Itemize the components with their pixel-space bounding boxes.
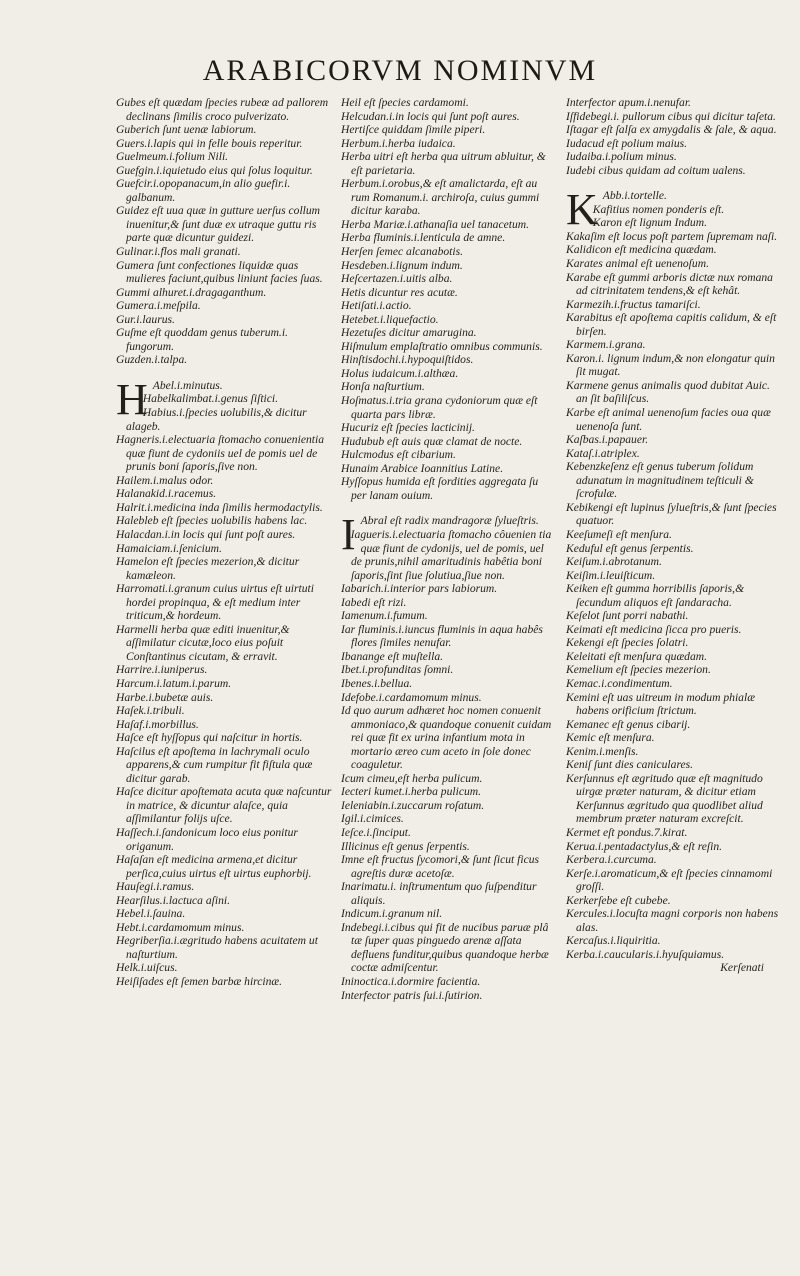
entry-text: Hinſtisdochi.i.hypoquiſtidos. bbox=[341, 353, 474, 367]
entry-text: Ieleniabin.i.zuccarum roſatum. bbox=[341, 798, 485, 812]
dictionary-entry bbox=[341, 677, 553, 691]
dictionary-entry bbox=[341, 177, 553, 218]
dictionary-entry bbox=[341, 609, 553, 623]
dictionary-entry bbox=[116, 677, 334, 691]
dictionary-entry bbox=[116, 433, 334, 474]
dictionary-entry bbox=[341, 137, 553, 151]
entry-text: Iſtagar eſt ſalſa ex amygdalis & ſale, & aqua. bbox=[566, 123, 777, 137]
dictionary-entry bbox=[566, 718, 782, 732]
dictionary-entry bbox=[566, 867, 782, 894]
dictionary-entry bbox=[566, 934, 782, 948]
entry-text: Ininoctica.i.dormire facientia. bbox=[341, 975, 481, 988]
entry-text: Harcum.i.latum.i.parum. bbox=[116, 676, 232, 690]
dictionary-entry bbox=[341, 299, 553, 313]
dictionary-entry bbox=[566, 150, 782, 164]
entry-text: Hyſſopus humida eſt ſordities aggregata ſu per lanam ouium. bbox=[341, 475, 539, 502]
entry-text: Ieſce.i.ſinciput. bbox=[341, 825, 411, 839]
dictionary-entry bbox=[566, 460, 782, 501]
entry-text: Hunaim Arabice Ioannitius Latine. bbox=[341, 461, 504, 475]
entry-text: Haſſech.i.ſandonicum loco eius ponitur origanum. bbox=[116, 825, 298, 853]
entry-text: Indicum.i.granum nil. bbox=[341, 907, 443, 921]
page-title: ARABICORVM NOMINVM bbox=[202, 54, 598, 87]
dictionary-entry bbox=[116, 934, 334, 961]
entry-text: Abral eſt radix mandragoræ ſylueſtris. bbox=[360, 514, 539, 528]
dictionary-entry bbox=[341, 582, 553, 596]
dictionary-entry bbox=[341, 448, 553, 462]
entry-text: Guberich ſunt uenæ labiorum. bbox=[116, 123, 257, 137]
entry-text: Hesdeben.i.lignum indum. bbox=[341, 258, 463, 272]
dictionary-entry bbox=[116, 392, 334, 406]
dictionary-entry bbox=[116, 894, 334, 908]
dictionary-entry bbox=[341, 853, 553, 880]
dictionary-entry bbox=[116, 259, 334, 286]
dictionary-entry bbox=[566, 379, 782, 406]
entry-text: Iudacud eſt polium maius. bbox=[566, 136, 688, 150]
dictionary-entry bbox=[566, 501, 782, 528]
entry-text: Karmezih.i.fructus tamariſci. bbox=[566, 297, 701, 311]
dictionary-entry bbox=[566, 123, 782, 137]
dictionary-entry bbox=[341, 286, 553, 300]
dictionary-entry bbox=[566, 650, 782, 664]
dictionary-entry bbox=[341, 596, 553, 610]
entry-text: Kalidicon eſt medicina quædam. bbox=[566, 243, 717, 257]
dictionary-entry bbox=[116, 326, 334, 353]
dictionary-entry bbox=[341, 528, 553, 582]
entry-text: Gulinar.i.flos mali granati. bbox=[116, 245, 241, 259]
column-1 bbox=[116, 96, 334, 989]
entry-text: Icum cimeu,eſt herba pulicum. bbox=[341, 771, 483, 785]
entry-text: Kakaſim eſt locus poſt partem ſupremam naſi. bbox=[566, 229, 778, 243]
entry-text: Guefgin.i.iquietudo eius qui ſolus loquitur. bbox=[116, 163, 313, 177]
dictionary-entry bbox=[566, 772, 782, 826]
entry-text: Karon.i. lignum indum,& non elongatur quin ſit mugat. bbox=[566, 351, 775, 379]
entry-text: Karates animal eſt uenenoſum. bbox=[566, 257, 709, 271]
entry-text: Keeſumeſi eſt menſura. bbox=[566, 527, 672, 541]
dictionary-entry bbox=[566, 298, 782, 312]
entry-text: Hebt.i.cardamomum minus. bbox=[116, 920, 245, 934]
entry-text: Hearſilus.i.lactuca aſini. bbox=[116, 893, 230, 907]
entry-text: Hulcmodus eſt cibarium. bbox=[341, 448, 456, 462]
dictionary-entry bbox=[566, 758, 782, 772]
entry-text: Kemini eſt uas uitreum in modum phialæ habens orificium ſtrictum. bbox=[566, 690, 755, 718]
dictionary-entry bbox=[116, 961, 334, 975]
entry-text: Hezetuſes dicitur amarugina. bbox=[341, 326, 477, 340]
entry-text: Herbum.i.orobus,& eſt amalictarda, eſt au rum Romanum.i. archiroſa, cuius gummi dicitur karaba. bbox=[341, 177, 540, 218]
dictionary-entry bbox=[341, 421, 553, 435]
dictionary-entry bbox=[116, 745, 334, 786]
entry-text: Illicinus eſt genus ſerpentis. bbox=[341, 839, 470, 853]
dictionary-entry bbox=[566, 582, 782, 609]
dictionary-entry bbox=[566, 216, 782, 230]
entry-text: Hamelon eſt ſpecies mezerion,& dicitur kamæleon. bbox=[116, 555, 300, 582]
dictionary-entry bbox=[116, 123, 334, 137]
dictionary-entry bbox=[566, 542, 782, 556]
column-2 bbox=[341, 96, 553, 1002]
entry-text: Karabitus eſt apoſtema capitis calidum, & eſt birſen. bbox=[566, 311, 777, 338]
dictionary-entry bbox=[566, 311, 782, 338]
dictionary-entry bbox=[566, 271, 782, 298]
dictionary-entry bbox=[341, 663, 553, 677]
entry-text: Gubes eſt quædam ſpecies rubeæ ad pallorem declinans ſimilis croco pulverizato. bbox=[116, 96, 329, 123]
entry-text: Hucuriz eſt ſpecies lacticinij. bbox=[341, 421, 475, 435]
entry-text: Iabarich.i.interior pars labiorum. bbox=[341, 582, 498, 596]
section-gap bbox=[566, 177, 782, 189]
entry-text: Haſaf.i.morbillus. bbox=[116, 717, 199, 731]
entry-text: Kerba.i.caucularis.i.hyuſquiamus. bbox=[566, 947, 725, 961]
dictionary-entry bbox=[116, 718, 334, 732]
entry-text: Keduful eſt genus ſerpentis. bbox=[566, 541, 694, 555]
dictionary-entry bbox=[341, 785, 553, 799]
dictionary-entry bbox=[341, 462, 553, 476]
entry-text: Halacdan.i.in locis qui ſunt poſt aures. bbox=[116, 527, 296, 541]
entry-text: Kebenzkeſenz eſt genus tuberum ſolidum adunatum in magnitudinem teſticuli & ſcrofulæ. bbox=[566, 460, 754, 501]
dictionary-entry bbox=[341, 218, 553, 232]
dictionary-entry bbox=[566, 609, 782, 623]
entry-text: Keiſum.i.abrotanum. bbox=[566, 555, 662, 569]
dictionary-entry bbox=[341, 650, 553, 664]
entry-text: Helcudan.i.in locis qui ſunt poſt aures. bbox=[341, 109, 520, 123]
dictionary-entry bbox=[341, 989, 553, 1003]
dictionary-entry bbox=[566, 636, 782, 650]
dictionary-entry bbox=[566, 203, 782, 217]
entry-text: Guefcir.i.opopanacum,in alio guefir.i. galbanum. bbox=[116, 177, 291, 204]
dictionary-entry bbox=[341, 231, 553, 245]
entry-text: Karmem.i.grana. bbox=[566, 338, 646, 352]
entry-text: Abb.i.tortelle. bbox=[602, 189, 667, 203]
entry-text: Kerſunnus eſt ægritudo quæ eſt magnitudo uirgæ præter naturam, & dicitur etiam Kerſunnus ægritudo qua quodlibet aliud membrum præter naturam excreſcit. bbox=[566, 771, 763, 826]
entry-text: Kafitius nomen ponderis eſt. bbox=[592, 202, 725, 216]
entry-text: Keſelot ſunt porri nabathi. bbox=[566, 609, 689, 623]
entry-text: Keleitati eſt menſura quædam. bbox=[566, 649, 708, 663]
entry-text: Gumera ſunt confectiones liquidæ quas mulieres faciunt,quibus liniunt facies ſuas. bbox=[116, 258, 323, 286]
entry-text: Hudubub eſt auis quæ clamat de nocte. bbox=[341, 434, 523, 448]
dictionary-entry bbox=[341, 380, 553, 394]
dictionary-entry bbox=[116, 514, 334, 528]
entry-text: Herba uitri eſt herba qua uitrum abluitur, & eſt parietaria. bbox=[341, 150, 546, 177]
dictionary-entry bbox=[566, 230, 782, 244]
entry-text: Gummi alhuret.i.dragaganthum. bbox=[116, 285, 267, 299]
entry-text: Kerſenati bbox=[720, 961, 764, 975]
entry-text: Kenim.i.menſis. bbox=[566, 744, 639, 758]
entry-text: Iagueris.i.electuaria ſtomacho côuenien tia quæ fiunt de cydonijs, uel de pomis, uel de prunis,nihil amaritudinis habêtia boni ſaporis,ſint ſiue ſolutiua,ſiue non. bbox=[350, 527, 552, 582]
dictionary-entry bbox=[341, 353, 553, 367]
dictionary-entry bbox=[116, 542, 334, 556]
entry-text: Kerua.i.pentadactylus,& eſt reſin. bbox=[566, 839, 723, 853]
entry-text: Holus iudaicum.i.althæa. bbox=[341, 366, 459, 380]
entry-text: Karmene genus animalis quod dubitat Auic. an ſit baſiliſcus. bbox=[566, 378, 770, 406]
entry-text: Herſen ſemec alcanabotis. bbox=[341, 245, 464, 259]
dictionary-entry bbox=[566, 257, 782, 271]
entry-text: Keimati eſt medicina ſicca pro pueris. bbox=[566, 622, 742, 636]
dictionary-entry bbox=[116, 853, 334, 880]
dictionary-entry bbox=[116, 177, 334, 204]
entry-text: Ibenes.i.bellua. bbox=[341, 676, 413, 690]
dictionary-entry bbox=[566, 555, 782, 569]
dictionary-entry bbox=[341, 340, 553, 354]
entry-text: Kataſ.i.atriplex. bbox=[566, 446, 640, 460]
dictionary-entry bbox=[566, 352, 782, 379]
dictionary-entry bbox=[566, 663, 782, 677]
entry-text: Iudaiba.i.polium minus. bbox=[566, 150, 677, 164]
dictionary-entry bbox=[566, 137, 782, 151]
entry-text: Haſaſan eſt medicina armena,et dicitur perſica,cuius uirtus eſt uirtus euphorbij. bbox=[116, 853, 312, 880]
entry-text: Haſek.i.tribuli. bbox=[116, 704, 185, 718]
entry-text: Karbe eſt animal uenenoſum facies oua quæ uenenoſa ſunt. bbox=[566, 406, 771, 433]
dictionary-entry bbox=[566, 623, 782, 637]
dictionary-entry bbox=[116, 921, 334, 935]
entry-text: Kemanec eſt genus cibarij. bbox=[566, 717, 691, 731]
entry-text: Gumera.i.meſpila. bbox=[116, 299, 201, 313]
entry-text: Idefobe.i.cardamomum minus. bbox=[341, 690, 482, 704]
dictionary-entry bbox=[566, 96, 782, 110]
dictionary-entry bbox=[341, 812, 553, 826]
dictionary-entry bbox=[116, 137, 334, 151]
dictionary-entry bbox=[341, 96, 553, 110]
entry-text: Helk.i.uiſcus. bbox=[116, 961, 178, 975]
dictionary-entry bbox=[341, 975, 553, 989]
dictionary-entry bbox=[566, 528, 782, 542]
entry-text: Gur.i.laurus. bbox=[116, 312, 175, 326]
entry-text: Kemelium eſt ſpecies mezerion. bbox=[566, 663, 711, 677]
entry-text: Hiſmulum emplaſtratio omnibus communis. bbox=[341, 339, 543, 353]
dictionary-entry bbox=[566, 164, 782, 178]
entry-text: Iecteri kumet.i.herba pulicum. bbox=[341, 785, 482, 799]
entry-text: Haſce eſt hyſſopus qui naſcitur in hortis. bbox=[116, 731, 303, 745]
entry-text: Herba fluminis.i.lenticula de amne. bbox=[341, 231, 506, 245]
dictionary-entry bbox=[116, 555, 334, 582]
entry-text: Indebegi.i.cibus qui fit de nucibus paruæ plâ tæ ſuper quas pinguedo arenæ aſſata defluens funditur,quibus quandoque herbæ coctæ admiſcentur. bbox=[341, 920, 549, 975]
entry-text: Halebleb eſt ſpecies uolubilis habens lac. bbox=[116, 514, 308, 528]
dictionary-entry bbox=[116, 406, 334, 433]
dictionary-entry bbox=[116, 313, 334, 327]
dictionary-entry bbox=[116, 528, 334, 542]
dictionary-entry bbox=[341, 772, 553, 786]
entry-text: Hebel.i.ſauina. bbox=[116, 907, 186, 921]
dictionary-entry bbox=[566, 826, 782, 840]
entry-text: Keiken eſt gumma horribilis ſaporis,& ſecundum aliquos eſt ſandaracha. bbox=[566, 582, 745, 609]
entry-text: Hoſmatus.i.tria grana cydoniorum quæ eſt quarta pars libræ. bbox=[341, 394, 538, 421]
dictionary-entry bbox=[341, 907, 553, 921]
entry-text: Guzden.i.talpa. bbox=[116, 353, 188, 367]
dictionary-entry bbox=[116, 704, 334, 718]
column-3 bbox=[566, 96, 782, 975]
entry-text: Kerkerſebe eſt cubebe. bbox=[566, 893, 671, 907]
dictionary-entry bbox=[116, 204, 334, 245]
dictionary-entry bbox=[341, 799, 553, 813]
dictionary-entry bbox=[566, 894, 782, 908]
dictionary-entry bbox=[116, 785, 334, 826]
entry-text: Harrire.i.iuniperus. bbox=[116, 663, 208, 677]
entry-text: Haſce dicitur apoſtemata acuta quæ naſcuntur in matrice, & dicuntur alaſce, quia aſſimilantur folijs uſce. bbox=[116, 785, 332, 826]
dictionary-entry bbox=[566, 961, 764, 975]
entry-text: Keniſ ſunt dies caniculares. bbox=[566, 758, 694, 772]
dictionary-entry bbox=[341, 313, 553, 327]
entry-text: Guidez eſt uua quæ in gutture uerſus collum inuenitur,& ſunt duæ ex utraque guttu ris parte quæ dicuntur guidezi. bbox=[116, 204, 321, 245]
entry-text: Hailem.i.malus odor. bbox=[116, 473, 214, 487]
dictionary-entry bbox=[116, 623, 334, 664]
dictionary-entry bbox=[566, 745, 782, 759]
dictionary-entry bbox=[566, 433, 782, 447]
entry-text: Hegriberſia.i.ægritudo habens acuitatem ut naſturtium. bbox=[116, 934, 318, 961]
dictionary-entry bbox=[341, 326, 553, 340]
entry-text: Kekengi eſt ſpecies ſolatri. bbox=[566, 636, 689, 650]
entry-text: Hertiſce quiddam ſimile piperi. bbox=[341, 123, 486, 137]
dictionary-entry bbox=[566, 948, 782, 962]
entry-text: Haſcilus eſt apoſtema in lachrymali oculo apparens,& cum rumpitur fit fiſtula quæ dicitur garab. bbox=[116, 744, 313, 785]
dictionary-entry bbox=[116, 691, 334, 705]
dictionary-entry bbox=[566, 243, 782, 257]
entry-text: Interfector patris ſui.i.ſutirion. bbox=[341, 988, 483, 1002]
entry-text: Interfector apum.i.nenufar. bbox=[566, 96, 691, 109]
dictionary-entry bbox=[116, 164, 334, 178]
dictionary-entry bbox=[566, 840, 782, 854]
entry-text: Guelmeum.i.folium Nili. bbox=[116, 150, 229, 164]
dictionary-entry bbox=[341, 245, 553, 259]
entry-text: Kercules.i.locuſta magni corporis non habens alas. bbox=[566, 907, 779, 934]
dictionary-entry bbox=[116, 487, 334, 501]
entry-text: Hamaiciam.i.ſenicium. bbox=[116, 541, 222, 555]
dictionary-entry bbox=[566, 406, 782, 433]
dictionary-entry bbox=[566, 907, 782, 934]
entry-text: Kebikengi eſt lupinus ſylueſtris,& ſunt ſpecies quatuor. bbox=[566, 500, 777, 528]
dictionary-entry bbox=[116, 474, 334, 488]
dictionary-entry bbox=[341, 704, 553, 772]
dictionary-entry bbox=[566, 569, 782, 583]
entry-text: Iudebi cibus quidam ad coitum ualens. bbox=[566, 163, 746, 177]
entry-text: Kercaſus.i.liquiritia. bbox=[566, 934, 661, 948]
dictionary-entry bbox=[341, 394, 553, 421]
entry-text: Heil eſt ſpecies cardamomi. bbox=[341, 96, 469, 109]
dictionary-entry bbox=[116, 731, 334, 745]
entry-text: Iſfidebegi.i. pullorum cibus qui dicitur taſeta. bbox=[566, 109, 776, 123]
entry-text: Herba Mariæ.i.athanaſia uel tanacetum. bbox=[341, 217, 530, 231]
entry-text: Habius.i.ſpecies uolubilis,& dicitur alageb. bbox=[126, 406, 307, 433]
dictionary-entry bbox=[341, 623, 553, 650]
dictionary-entry bbox=[566, 447, 782, 461]
dictionary-entry bbox=[116, 880, 334, 894]
dictionary-entry bbox=[341, 691, 553, 705]
dictionary-entry bbox=[116, 826, 334, 853]
entry-text: Harbe.i.bubetæ auis. bbox=[116, 690, 214, 704]
entry-text: Kemic eſt menſura. bbox=[566, 731, 655, 745]
dictionary-entry bbox=[116, 299, 334, 313]
drop-cap-initial: H bbox=[116, 374, 148, 424]
entry-text: Harromati.i.granum cuius uirtus eſt uirtuti hordei propinqua, & eſt medium inter triticum,& hordeum. bbox=[116, 582, 314, 623]
dictionary-entry bbox=[116, 286, 334, 300]
dictionary-entry bbox=[116, 907, 334, 921]
dictionary-entry bbox=[566, 338, 782, 352]
entry-text: Ibet.i.profunditas ſomni. bbox=[341, 663, 454, 677]
dictionary-entry bbox=[341, 921, 553, 975]
entry-text: Kerbera.i.curcuma. bbox=[566, 853, 657, 867]
entry-text: Karabe eſt gummi arboris dictæ nux romana ad citrinitatem tendens,& eſt kehât. bbox=[566, 270, 773, 298]
entry-text: Hagneris.i.electuaria ſtomacho conuenientia quæ fiunt de cydoniis uel de pomis uel de prunis boni ſaporis,ſive non. bbox=[116, 433, 325, 474]
section-gap bbox=[116, 367, 334, 379]
dictionary-entry bbox=[116, 663, 334, 677]
entry-text: Heiſiſades eſt ſemen barbæ hircinæ. bbox=[116, 975, 283, 988]
entry-text: Guers.i.lapis qui in felle bouis reperitur. bbox=[116, 136, 303, 150]
entry-text: Habelkalimbat.i.genus ſiſtici. bbox=[142, 392, 279, 406]
entry-text: Iar fluminis.i.iuncus fluminis in aqua habês flores ſimiles nenufar. bbox=[341, 622, 543, 650]
section-gap bbox=[341, 502, 553, 514]
dictionary-entry bbox=[116, 96, 334, 123]
entry-text: Inarimatu.i. inſtrumentum quo ſuſpenditur aliquis. bbox=[341, 880, 537, 907]
entry-text: Harmelli herba quæ editi inuenitur,& aſſimilatur cicutæ,loco eius poſuit Conſtantinus cicutam, & erravit. bbox=[116, 622, 290, 663]
dictionary-entry bbox=[116, 353, 334, 367]
dictionary-entry bbox=[341, 435, 553, 449]
entry-text: Karon eſt lignum Indum. bbox=[592, 216, 707, 230]
entry-text: Honſa naſturtium. bbox=[341, 380, 425, 394]
dictionary-entry bbox=[566, 110, 782, 124]
entry-text: Imne eſt fructus ſycomori,& ſunt ſicut ficus agreſtis duræ acetoſæ. bbox=[341, 853, 540, 880]
dictionary-entry bbox=[566, 691, 782, 718]
entry-text: Hauſegi.i.ramus. bbox=[116, 880, 195, 894]
entry-text: Guſme eſt quoddam genus tuberum.i. fungorum. bbox=[116, 326, 288, 353]
dictionary-entry bbox=[341, 367, 553, 381]
entry-text: Hetiſati.i.actio. bbox=[341, 299, 412, 313]
entry-text: Id quo aurum adhæret hoc nomen conuenit ammoniaco,& quandoque conuenit cuidam rei quæ fit ex urina infantium mota in mortario æreo cum aceto in ſole donec coaguletur. bbox=[341, 704, 552, 772]
dictionary-entry bbox=[116, 975, 334, 989]
dictionary-entry bbox=[116, 150, 334, 164]
entry-text: Kerſe.i.aromaticum,& eſt ſpecies cinnamomi groſſi. bbox=[566, 866, 773, 894]
dictionary-entry bbox=[341, 840, 553, 854]
dictionary-entry bbox=[566, 853, 782, 867]
entry-text: Iabedi eſt rizi. bbox=[341, 595, 407, 609]
dictionary-entry bbox=[341, 880, 553, 907]
entry-text: Halanakid.i.racemus. bbox=[116, 487, 217, 501]
entry-text: Keiſim.i.leuiſticum. bbox=[566, 568, 656, 582]
dictionary-entry bbox=[566, 731, 782, 745]
dictionary-entry bbox=[341, 259, 553, 273]
drop-cap-initial: K bbox=[566, 185, 598, 235]
dictionary-entry bbox=[341, 110, 553, 124]
entry-text: Igil.i.cimices. bbox=[341, 812, 404, 826]
entry-text: Kaſbas.i.papauer. bbox=[566, 433, 649, 447]
entry-text: Iamenum.i.fumum. bbox=[341, 609, 428, 623]
entry-text: Ibanange eſt muſtella. bbox=[341, 649, 444, 663]
entry-text: Heſcertazen.i.uitis alba. bbox=[341, 272, 453, 286]
drop-cap-initial: I bbox=[341, 510, 356, 560]
dictionary-entry bbox=[116, 582, 334, 623]
entry-text: Halrit.i.medicina inda ſimilis hermodactylis. bbox=[116, 500, 323, 514]
entry-text: Hetebet.i.liquefactio. bbox=[341, 312, 439, 326]
dictionary-entry bbox=[116, 245, 334, 259]
dictionary-entry bbox=[566, 677, 782, 691]
entry-text: Abel.i.minutus. bbox=[152, 378, 223, 392]
entry-text: Kermet eſt pondus.7.kirat. bbox=[566, 825, 688, 839]
dictionary-entry bbox=[341, 475, 553, 502]
entry-text: Herbum.i.herba iudaica. bbox=[341, 136, 456, 150]
dictionary-entry bbox=[341, 123, 553, 137]
dictionary-entry bbox=[341, 272, 553, 286]
entry-text: Kemac.i.condimentum. bbox=[566, 676, 673, 690]
dictionary-entry bbox=[341, 150, 553, 177]
dictionary-entry bbox=[116, 501, 334, 515]
dictionary-entry bbox=[341, 826, 553, 840]
entry-text: Hetis dicuntur res acutæ. bbox=[341, 285, 458, 299]
